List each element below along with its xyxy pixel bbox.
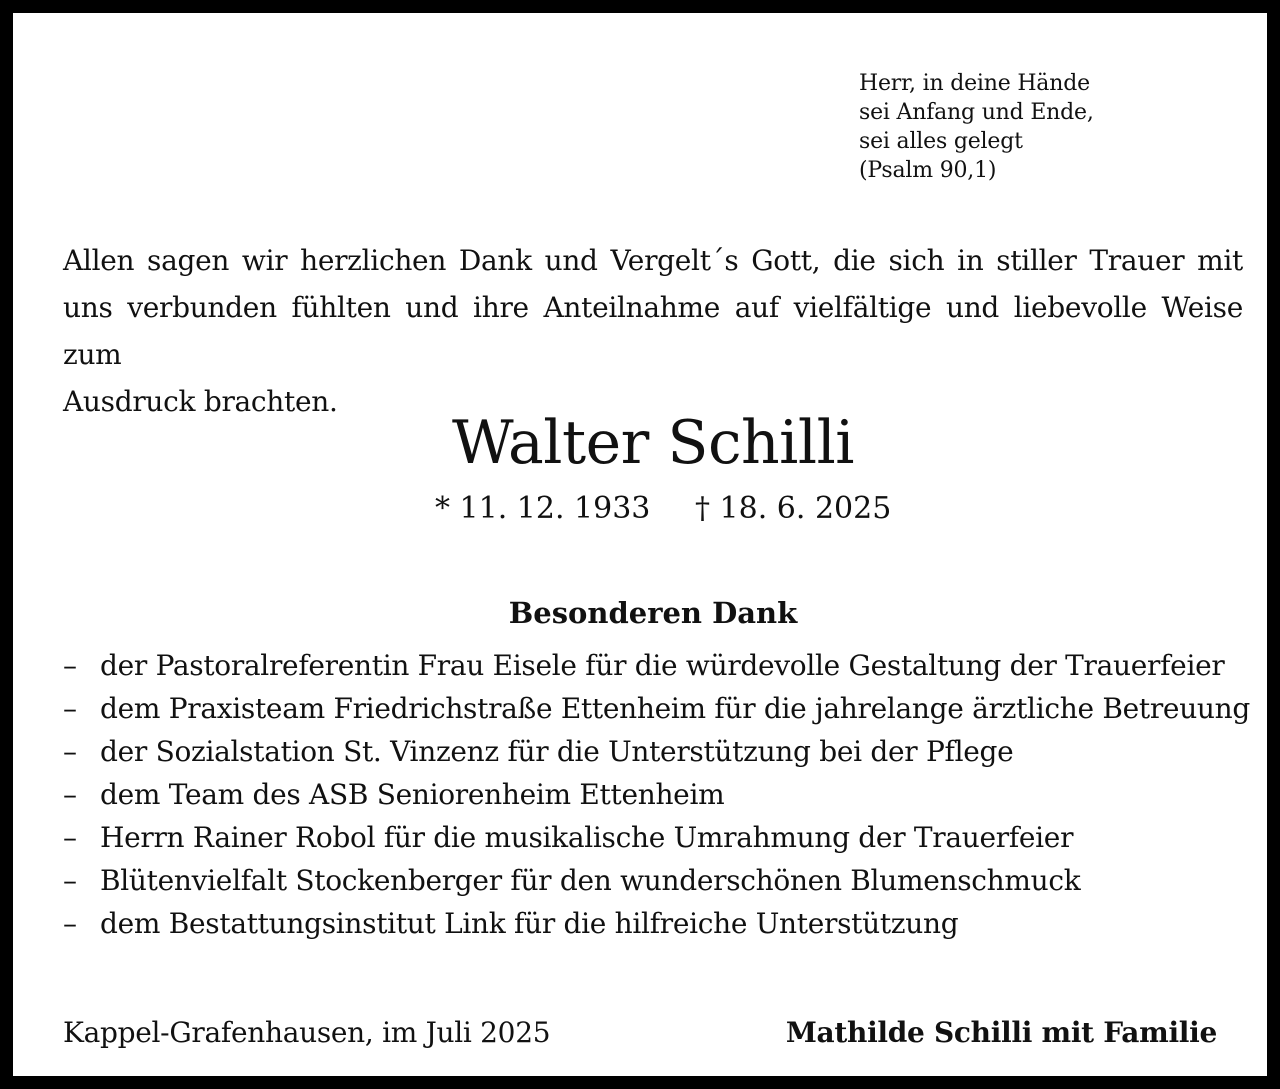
place-date: Kappel-Grafenhausen, im Juli 2025 xyxy=(63,1016,551,1049)
thanks-line: uns verbunden fühlten und ihre Anteilnahme auf vielfältige und liebevolle Weise zum xyxy=(63,291,1243,371)
dash-bullet: – xyxy=(63,778,77,811)
thanks-line: Allen sagen wir herzlichen Dank und Vergelt´s Gott, die sich in stiller Trauer mit xyxy=(63,244,1243,277)
thanks-line: Ausdruck brachten. xyxy=(63,385,338,418)
psalm-reference: (Psalm 90,1) xyxy=(859,158,997,183)
list-item-text: dem Bestattungsinstitut Link für die hilfreiche Unterstützung xyxy=(100,907,959,940)
special-thanks-heading: Besonderen Dank xyxy=(508,596,798,630)
birth-date: * 11. 12. 1933 xyxy=(435,491,651,526)
thanks-paragraph xyxy=(63,237,1243,425)
dash-bullet: – xyxy=(63,864,77,897)
dash-bullet: – xyxy=(63,735,77,768)
deceased-name: Walter Schilli xyxy=(452,408,854,478)
dash-bullet: – xyxy=(63,907,77,940)
list-item xyxy=(63,859,1263,902)
list-item xyxy=(63,644,1263,687)
special-thanks-list xyxy=(63,644,1263,945)
death-date: † 18. 6. 2025 xyxy=(695,491,892,526)
list-item xyxy=(63,730,1263,773)
family-signature: Mathilde Schilli mit Familie xyxy=(785,1016,1217,1049)
list-item-text: der Sozialstation St. Vinzenz für die Unterstützung bei der Pflege xyxy=(100,735,1014,768)
list-item xyxy=(63,773,1263,816)
dash-bullet: – xyxy=(63,692,77,725)
psalm-line: Herr, in deine Hände xyxy=(859,71,1090,96)
list-item-text: der Pastoralreferentin Frau Eisele für die würdevolle Gestaltung der Trauerfeier xyxy=(100,649,1225,682)
list-item-text: Blütenvielfalt Stockenberger für den wunderschönen Blumenschmuck xyxy=(100,864,1081,897)
list-item-text: dem Praxisteam Friedrichstraße Ettenheim für die jahrelange ärztliche Betreuung xyxy=(100,692,1251,725)
psalm-line: sei alles gelegt xyxy=(859,129,1023,154)
list-item xyxy=(63,902,1263,945)
dash-bullet: – xyxy=(63,821,77,854)
list-item-text: Herrn Rainer Robol für die musikalische Umrahmung der Trauerfeier xyxy=(100,821,1074,854)
psalm-line: sei Anfang und Ende, xyxy=(859,100,1094,125)
psalm-quote xyxy=(859,69,1249,185)
list-item-text: dem Team des ASB Seniorenheim Ettenheim xyxy=(100,778,725,811)
list-item xyxy=(63,687,1263,730)
list-item xyxy=(63,816,1263,859)
dash-bullet: – xyxy=(63,649,77,682)
